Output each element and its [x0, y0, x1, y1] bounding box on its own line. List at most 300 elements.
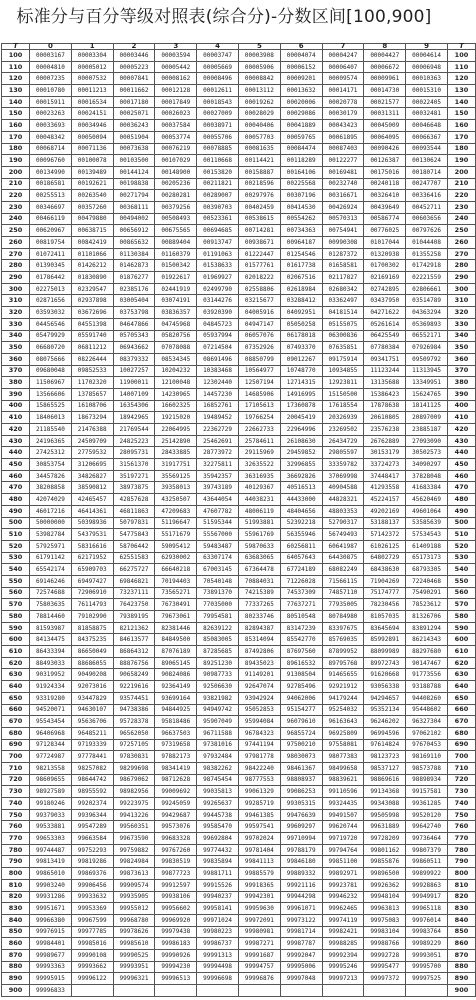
percentile-cell: 99903240 [30, 879, 72, 891]
percentile-cell: 32635522 [238, 459, 280, 471]
percentile-cell: 98341419 [155, 762, 197, 774]
percentile-cell: 99991687 [238, 949, 280, 961]
percentile-cell: 99931286 [30, 891, 72, 903]
percentile-cell: 64802729 [364, 552, 406, 564]
percentile-cell: 80233746 [238, 611, 280, 623]
percentile-cell: 36316935 [238, 470, 280, 482]
percentile-cell: 00076219 [155, 143, 197, 155]
score-label-cell: 240 [2, 213, 30, 225]
percentile-cell: 99134368 [364, 786, 406, 798]
percentile-cell: 97062102 [406, 727, 448, 739]
percentile-cell [113, 985, 155, 997]
percentile-cell: 00071136 [71, 143, 113, 155]
percentile-cell: 75803635 [30, 599, 72, 611]
table-row [2, 914, 476, 926]
percentile-cell: 25142890 [155, 435, 197, 447]
percentile-cell: 99992047 [280, 949, 322, 961]
percentile-cell: 11123244 [364, 365, 406, 377]
percentile-cell: 99987787 [280, 938, 322, 950]
table-row [2, 155, 476, 167]
percentile-cell: 50000000 [30, 517, 72, 529]
percentile-cell: 88686055 [71, 657, 113, 669]
score-label-cell: 460 [2, 470, 30, 482]
percentile-cell: 99928863 [406, 879, 448, 891]
percentile-cell: 98679062 [113, 774, 155, 786]
percentile-cell: 31917751 [155, 459, 197, 471]
percentile-cell: 84375235 [71, 634, 113, 646]
table-row [2, 599, 476, 611]
percentile-cell: 99736464 [406, 833, 448, 845]
percentile-cell: 00130624 [406, 155, 448, 167]
table-row [2, 716, 476, 728]
percentile-cell: 00218596 [238, 178, 280, 190]
percentile-cell: 99997048 [280, 973, 322, 985]
percentile-cell: 00289007 [197, 190, 239, 202]
percentile-cell: 72240468 [406, 575, 448, 587]
percentile-cell: 76730491 [155, 599, 197, 611]
percentile-cell: 82894387 [238, 622, 280, 634]
percentile-cell: 01287372 [322, 248, 364, 260]
percentile-cell: 02221559 [406, 272, 448, 284]
percentile-cell: 99877723 [155, 868, 197, 880]
percentile-cell: 96079610 [280, 716, 322, 728]
percentile-cell: 83147239 [280, 622, 322, 634]
percentile-cell: 68082249 [322, 564, 364, 576]
percentile-cell: 00186581 [30, 178, 72, 190]
score-label-cell: 870 [447, 949, 475, 961]
score-label-cell: 620 [2, 657, 30, 669]
percentile-cell: 99969920 [155, 914, 197, 926]
percentile-cell: 02680342 [322, 283, 364, 295]
percentile-cell: 99985610 [113, 938, 155, 950]
percentile-cell: 89251230 [197, 657, 239, 669]
score-label-cell: 590 [2, 622, 30, 634]
score-label-cell: 800 [2, 868, 30, 880]
score-label-cell: 480 [2, 494, 30, 506]
percentile-cell: 76423750 [113, 599, 155, 611]
score-label-cell: 860 [2, 938, 30, 950]
table-row [2, 505, 476, 517]
score-label-cell: 720 [2, 774, 30, 786]
percentile-cell: 67364478 [238, 564, 280, 576]
percentile-cell: 89435023 [238, 657, 280, 669]
percentile-cell: 95254032 [322, 704, 364, 716]
percentile-cell: 01254546 [280, 248, 322, 260]
percentile-cell: 84134475 [30, 634, 72, 646]
score-label-cell: 470 [447, 482, 475, 494]
percentile-cell: 90490208 [71, 669, 113, 681]
percentile-cell: 10564977 [238, 365, 280, 377]
percentile-cell: 94294657 [364, 692, 406, 704]
percentile-cell: 00205236 [155, 178, 197, 190]
percentile-cell: 13135688 [364, 377, 406, 389]
score-label-cell: 650 [447, 692, 475, 704]
percentile-cell: 85769035 [322, 634, 364, 646]
percentile-cell: 37069998 [322, 470, 364, 482]
header-cell-digit-1: 1 [71, 44, 113, 50]
percentile-cell: 86864312 [113, 646, 155, 658]
score-label-cell: 380 [447, 377, 475, 389]
percentile-cell: 98169110 [406, 751, 448, 763]
score-label-cell: 520 [447, 540, 475, 552]
percentile-cell: 99767260 [155, 844, 197, 856]
percentile-cell: 02385176 [113, 283, 155, 295]
percentile-cell: 00045009 [364, 120, 406, 132]
table-row [2, 283, 476, 295]
score-label-cell: 530 [2, 552, 30, 564]
table-row [2, 131, 476, 143]
percentile-cell: 72906910 [71, 587, 113, 599]
score-label-cell: 890 [2, 973, 30, 985]
percentile-cell: 00022405 [406, 96, 448, 108]
percentile-cell: 64430875 [322, 552, 364, 564]
percentile-cell: 99977785 [71, 926, 113, 938]
score-label-cell: 330 [447, 318, 475, 330]
table-row [2, 973, 476, 985]
percentile-cell: 00053774 [155, 131, 197, 143]
percentile-cell: 00009201 [280, 73, 322, 85]
percentile-cell: 94630107 [71, 704, 113, 716]
percentile-cell: 99396344 [71, 809, 113, 821]
percentile-cell: 00232740 [322, 178, 364, 190]
table-row [2, 798, 476, 810]
score-label-cell: 240 [447, 213, 475, 225]
percentile-cell: 94408260 [406, 692, 448, 704]
percentile-cell: 34457826 [30, 470, 72, 482]
percentile-cell: 30853754 [30, 459, 72, 471]
score-label-cell: 210 [2, 178, 30, 190]
percentile-cell: 99794764 [322, 844, 364, 856]
percentile-cell [71, 985, 113, 997]
score-label-cell: 310 [447, 295, 475, 307]
table-row [2, 400, 476, 412]
score-label-cell: 710 [447, 762, 475, 774]
percentile-cell: 99994498 [197, 961, 239, 973]
percentile-cell: 00029086 [280, 108, 322, 120]
percentile-cell: 99973122 [280, 914, 322, 926]
percentile-cell: 20897009 [406, 412, 448, 424]
score-label-cell: 850 [447, 926, 475, 938]
score-label-cell: 500 [447, 517, 475, 529]
percentile-cell: 99285719 [238, 798, 280, 810]
percentile-cell: 98609655 [30, 774, 72, 786]
table-row [2, 108, 476, 120]
score-label-cell: 580 [447, 611, 475, 623]
percentile-cell: 11900011 [113, 377, 155, 389]
percentile-cell: 99996122 [71, 973, 113, 985]
percentile-cell: 45224157 [364, 494, 406, 506]
percentile-cell: 99993951 [113, 961, 155, 973]
percentile-cell: 00164106 [280, 166, 322, 178]
percentile-cell: 16354306 [113, 400, 155, 412]
percentile-cell: 93821982 [197, 692, 239, 704]
table-row [2, 237, 476, 249]
percentile-cell: 99983764 [406, 926, 448, 938]
percentile-cell: 61791142 [30, 552, 72, 564]
percentile-cell [197, 985, 239, 997]
percentile-cell: 97500210 [280, 739, 322, 751]
table-row [2, 50, 476, 62]
percentile-cell: 00964187 [280, 237, 322, 249]
percentile-cell: 73237111 [113, 587, 155, 599]
percentile-cell: 95994084 [238, 716, 280, 728]
percentile-cell: 18406013 [30, 412, 72, 424]
percentile-cell: 99683328 [155, 833, 197, 845]
table-row [2, 833, 476, 845]
percentile-cell: 98982956 [113, 786, 155, 798]
percentile-cell: 05050258 [280, 318, 322, 330]
percentile-cell: 49202169 [364, 505, 406, 517]
percentile-cell: 03920390 [197, 307, 239, 319]
percentile-cell [280, 985, 322, 997]
table-body [2, 50, 476, 997]
percentile-cell: 43250507 [155, 494, 197, 506]
percentile-cell: 98382262 [197, 762, 239, 774]
score-label-cell: 610 [2, 646, 30, 658]
percentile-cell: 87899952 [322, 646, 364, 658]
percentile-cell: 00084474 [280, 143, 322, 155]
percentile-cell: 31561370 [113, 459, 155, 471]
percentile-cell: 11506967 [30, 377, 72, 389]
percentile-cell: 00192621 [71, 178, 113, 190]
percentile-cell: 94179244 [322, 692, 364, 704]
table-row [2, 412, 476, 424]
score-label-cell: 700 [447, 751, 475, 763]
percentile-cell: 00061895 [322, 131, 364, 143]
percentile-cell: 00842419 [71, 237, 113, 249]
percentile-cell: 01191063 [197, 248, 239, 260]
percentile-cell: 97381016 [197, 739, 239, 751]
percentile-cell: 61026125 [364, 540, 406, 552]
percentile-cell: 48803353 [322, 505, 364, 517]
percentile-cell: 05479929 [30, 330, 72, 342]
percentile-cell: 20326939 [322, 412, 364, 424]
percentile-cell: 99547289 [71, 821, 113, 833]
percentile-cell: 98537127 [364, 762, 406, 774]
percentile-cell: 99461385 [238, 809, 280, 821]
percentile-cell: 77935005 [322, 599, 364, 611]
percentile-cell: 08075666 [30, 353, 72, 365]
percentile-cell: 01500342 [155, 260, 197, 272]
percentile-cell: 00003594 [155, 50, 197, 62]
table-row [2, 868, 476, 880]
percentile-cell: 96406968 [30, 727, 72, 739]
percentile-cell [364, 985, 406, 997]
table-row [2, 739, 476, 751]
percentile-cell: 29805597 [322, 447, 364, 459]
score-label-cell: 630 [447, 669, 475, 681]
percentile-cell: 00041889 [280, 120, 322, 132]
percentile-cell: 15624765 [406, 388, 448, 400]
table-row [2, 751, 476, 763]
percentile-cell: 59095412 [155, 540, 197, 552]
percentile-cell: 01072411 [30, 248, 72, 260]
percentile-cell: 65542174 [30, 564, 72, 576]
percentile-cell: 94949742 [197, 704, 239, 716]
percentile-cell: 24509709 [71, 435, 113, 447]
percentile-cell: 99899922 [406, 868, 448, 880]
percentile-cell: 98839621 [322, 774, 364, 786]
score-label-cell: 590 [447, 622, 475, 634]
percentile-cell: 01876277 [113, 272, 155, 284]
percentile-cell: 00015911 [30, 96, 72, 108]
score-label-cell: 890 [447, 973, 475, 985]
percentile-cell: 25462691 [197, 435, 239, 447]
score-label-cell: 250 [447, 225, 475, 237]
percentile-cell: 99984401 [30, 938, 72, 950]
percentile-cell: 52392218 [280, 517, 322, 529]
percentile-cell: 44038231 [238, 494, 280, 506]
percentile-cell: 99851100 [322, 856, 364, 868]
percentile-cell: 09012267 [280, 353, 322, 365]
percentile-cell: 16602325 [155, 400, 197, 412]
percentile-cell: 12507194 [238, 377, 280, 389]
percentile-cell: 00003747 [197, 50, 239, 62]
percentile-cell: 97932484 [197, 751, 239, 763]
percentile-cell: 10748770 [280, 365, 322, 377]
percentile-cell: 00003446 [113, 50, 155, 62]
percentile-cell: 53585639 [406, 517, 448, 529]
percentile-cell: 99445738 [197, 809, 239, 821]
percentile-cell: 00003167 [30, 50, 72, 62]
percentile-cell: 92647074 [238, 681, 280, 693]
percentile-cell: 00048342 [30, 131, 72, 143]
percentile-cell: 99642740 [406, 821, 448, 833]
percentile-cell: 11702320 [71, 377, 113, 389]
percentile-cell: 22064995 [155, 424, 197, 436]
score-label-cell: 730 [447, 786, 475, 798]
percentile-cell: 10934855 [322, 365, 364, 377]
percentile-cell: 93942924 [238, 692, 280, 704]
percentile-cell: 15865525 [30, 400, 72, 412]
percentile-cell: 18141125 [406, 400, 448, 412]
percentile-cell: 99948104 [364, 891, 406, 903]
score-label-cell: 670 [447, 716, 475, 728]
page-title: 标准分与百分等级对照表(综合分)-分数区间[100,900] [16, 7, 432, 27]
percentile-cell: 06300836 [322, 330, 364, 342]
percentile-cell: 01462873 [113, 260, 155, 272]
percentile-cell: 98461367 [280, 762, 322, 774]
score-label-cell: 360 [447, 353, 475, 365]
percentile-cell: 00006672 [364, 61, 406, 73]
percentile-cell: 27425312 [30, 447, 72, 459]
percentile-cell: 88297680 [406, 646, 448, 658]
percentile-cell: 99993363 [30, 961, 72, 973]
score-label-cell: 490 [447, 505, 475, 517]
score-label-cell: 470 [2, 482, 30, 494]
percentile-cell: 49601064 [406, 505, 448, 517]
percentile-cell: 99972091 [238, 914, 280, 926]
score-label-cell: 230 [2, 201, 30, 213]
percentile-cell: 00057703 [238, 131, 280, 143]
percentile-cell: 08226444 [71, 353, 113, 365]
percentile-cell: 84849500 [155, 634, 197, 646]
percentile-cell: 70194403 [155, 575, 197, 587]
percentile-cell: 48404656 [280, 505, 322, 517]
percentile-cell: 55961769 [238, 529, 280, 541]
percentile-cell: 00326410 [364, 190, 406, 202]
percentile-cell: 98422240 [238, 762, 280, 774]
percentile-cell: 80784980 [322, 611, 364, 623]
percentile-cell: 85992891 [364, 634, 406, 646]
percentile-cell: 98573788 [406, 762, 448, 774]
percentile-cell: 93319280 [30, 692, 72, 704]
percentile-cell: 99609297 [280, 821, 322, 833]
score-percentile-table [1, 43, 476, 997]
percentile-cell: 77035000 [197, 599, 239, 611]
percentile-cell: 19489452 [197, 412, 239, 424]
table-row [2, 844, 476, 856]
percentile-cell: 96485211 [71, 727, 113, 739]
percentile-cell: 03753798 [113, 307, 155, 319]
table-row [2, 388, 476, 400]
percentile-cell: 00020778 [322, 96, 364, 108]
percentile-cell: 75174777 [364, 587, 406, 599]
percentile-cell: 71904269 [364, 575, 406, 587]
score-label-cell: 290 [447, 272, 475, 284]
percentile-cell: 00004810 [30, 61, 72, 73]
percentile-cell: 83397675 [322, 622, 364, 634]
percentile-cell: 94062006 [280, 692, 322, 704]
score-label-cell: 260 [447, 237, 475, 249]
score-label-cell: 660 [2, 704, 30, 716]
score-label-cell: 750 [447, 809, 475, 821]
percentile-cell: 87076189 [155, 646, 197, 658]
percentile-cell: 00031311 [364, 108, 406, 120]
percentile-cell: 47607782 [197, 505, 239, 517]
percentile-cell: 99157581 [406, 786, 448, 798]
percentile-cell: 00247707 [406, 178, 448, 190]
percentile-cell: 29459852 [280, 447, 322, 459]
percentile-cell: 00037584 [155, 120, 197, 132]
score-label-cell: 490 [2, 505, 30, 517]
table-row [2, 377, 476, 389]
percentile-cell: 46811863 [113, 505, 155, 517]
table-row [2, 342, 476, 354]
percentile-cell: 00051904 [113, 131, 155, 143]
percentile-cell: 97558081 [322, 739, 364, 751]
percentile-cell: 99946232 [322, 891, 364, 903]
score-label-cell: 810 [447, 879, 475, 891]
score-label-cell: 300 [2, 283, 30, 295]
percentile-cell: 95907049 [197, 716, 239, 728]
score-label-cell: 320 [2, 307, 30, 319]
percentile-cell: 91620668 [364, 669, 406, 681]
table-row [2, 447, 476, 459]
percentile-cell: 04551398 [71, 318, 113, 330]
percentile-cell: 99962465 [322, 903, 364, 915]
percentile-cell: 00990308 [322, 237, 364, 249]
table-row [2, 575, 476, 587]
table-row [2, 938, 476, 950]
percentile-cell: 99996698 [197, 973, 239, 985]
table-row [2, 692, 476, 704]
percentile-cell: 03672696 [71, 307, 113, 319]
percentile-cell: 99996876 [238, 973, 280, 985]
percentile-cell: 00139489 [71, 166, 113, 178]
percentile-cell: 00913747 [197, 237, 239, 249]
percentile-cell: 23576238 [364, 424, 406, 436]
percentile-cell: 99993662 [71, 961, 113, 973]
percentile-cell: 50398936 [71, 517, 113, 529]
percentile-cell: 92219616 [113, 681, 155, 693]
score-label-cell: 320 [447, 307, 475, 319]
score-label-cell: 780 [447, 844, 475, 856]
percentile-cell [238, 985, 280, 997]
percentile-cell: 99923781 [322, 879, 364, 891]
percentile-cell: 99533881 [30, 821, 72, 833]
percentile-cell: 91149201 [238, 669, 280, 681]
